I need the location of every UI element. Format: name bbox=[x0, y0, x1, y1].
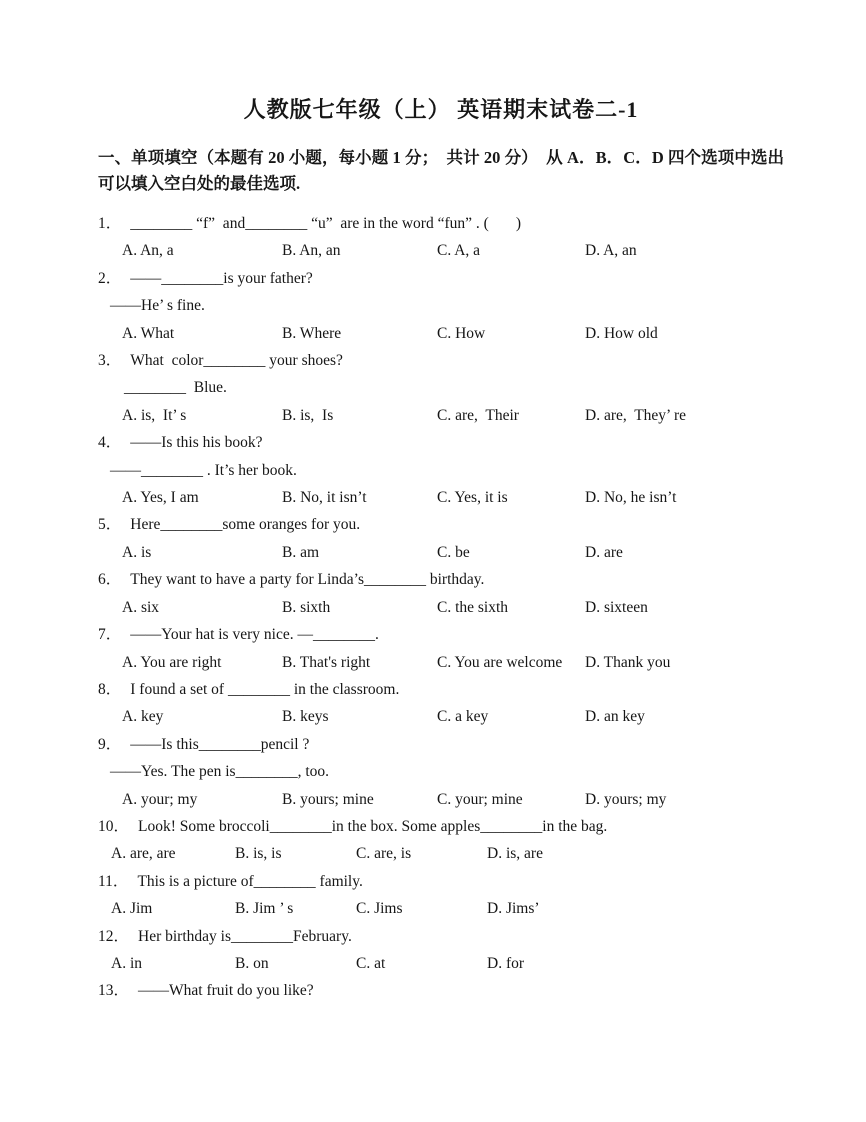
question-line bbox=[110, 758, 784, 785]
question-line bbox=[98, 676, 784, 703]
option-item: A. What bbox=[122, 324, 175, 342]
question-line bbox=[110, 292, 784, 319]
section-heading: 一、单项填空（本题有 20 小题，每小题 1 分； 共计 20 分） 从 A．B．C．D 四个选项中选出可以填入空白处的最佳选项. bbox=[98, 148, 784, 193]
options-row bbox=[98, 649, 784, 676]
question-line bbox=[98, 868, 784, 895]
question-item bbox=[98, 621, 784, 676]
question-line bbox=[98, 621, 784, 648]
question-number: 1． bbox=[98, 215, 122, 232]
option-item: B. An, an bbox=[282, 242, 341, 260]
question-line bbox=[98, 265, 784, 292]
option-item: A. You are right bbox=[122, 653, 222, 671]
question-text: Her birthday is________February. bbox=[138, 927, 352, 945]
option-item: D. A, an bbox=[585, 242, 637, 260]
option-item: A. Yes, I am bbox=[122, 489, 199, 507]
options-row bbox=[98, 703, 784, 730]
option-item: B. am bbox=[282, 543, 320, 561]
question-number: 9． bbox=[98, 735, 122, 753]
question-number: 6． bbox=[98, 571, 122, 589]
options-row bbox=[98, 950, 784, 977]
question-text: ——________is your father? bbox=[130, 269, 313, 287]
option-item: A. key bbox=[122, 708, 164, 726]
question-item bbox=[98, 676, 784, 731]
option-item: A. is bbox=[122, 543, 152, 561]
option-item: A. An, a bbox=[122, 242, 174, 260]
option-item: B. is, is bbox=[235, 845, 282, 863]
option-item: B. keys bbox=[282, 708, 329, 726]
options-row bbox=[98, 594, 784, 621]
question-text: They want to have a party for Linda’s________ birthday. bbox=[130, 571, 485, 589]
option-item: A. Jim bbox=[111, 900, 153, 918]
question-text: What color________ your shoes? bbox=[130, 352, 343, 370]
question-line bbox=[124, 374, 784, 401]
question-line bbox=[98, 731, 784, 758]
question-text: ——Is this his book? bbox=[130, 434, 263, 452]
question-number: 8． bbox=[98, 680, 122, 698]
option-item: D. for bbox=[487, 954, 525, 972]
question-text: ——________ . It’s her book. bbox=[110, 461, 297, 479]
question-item bbox=[98, 566, 784, 621]
option-item: D. sixteen bbox=[585, 598, 648, 616]
question-text: ——What fruit do you like? bbox=[138, 982, 314, 1000]
option-item: B. is, Is bbox=[282, 406, 334, 424]
option-item: C. Jims bbox=[356, 900, 403, 918]
option-item: A. your; my bbox=[122, 790, 198, 808]
question-item bbox=[98, 511, 784, 566]
option-item: B. sixth bbox=[282, 598, 331, 616]
question-line bbox=[98, 977, 784, 1004]
question-text: ——Is this________pencil ? bbox=[130, 735, 310, 753]
questions-list bbox=[98, 210, 784, 1005]
question-number: 12． bbox=[98, 927, 130, 945]
question-number: 7． bbox=[98, 626, 122, 644]
option-item: C. your; mine bbox=[437, 790, 523, 808]
question-item bbox=[98, 977, 784, 1004]
option-item: D. Thank you bbox=[585, 653, 671, 671]
question-item bbox=[98, 265, 784, 347]
option-item: B. No, it isn’t bbox=[282, 489, 367, 507]
option-item: B. yours; mine bbox=[282, 790, 374, 808]
page-title: 人教版七年级（上） 英语期末试卷二-1 bbox=[243, 97, 639, 122]
options-row bbox=[98, 320, 784, 347]
option-item: B. Jim ’ s bbox=[235, 900, 294, 918]
question-line bbox=[98, 566, 784, 593]
option-item: C. are, is bbox=[356, 845, 412, 863]
question-line bbox=[98, 347, 784, 374]
question-line bbox=[98, 210, 784, 237]
option-item: D. are bbox=[585, 543, 623, 561]
question-line bbox=[98, 511, 784, 538]
option-item: D. yours; my bbox=[585, 790, 667, 808]
option-item: C. You are welcome bbox=[437, 653, 563, 671]
question-number: 10． bbox=[98, 817, 130, 835]
question-number: 13． bbox=[98, 982, 130, 1000]
option-item: C. How bbox=[437, 324, 486, 342]
option-item: C. A, a bbox=[437, 242, 481, 260]
question-text: ________ “f” and________ “u” are in the word “fun” . ( ) bbox=[130, 215, 522, 232]
question-item bbox=[98, 868, 784, 923]
question-item bbox=[98, 923, 784, 978]
option-item: A. in bbox=[111, 954, 142, 972]
option-item: D. How old bbox=[585, 324, 658, 342]
option-item: C. Yes, it is bbox=[437, 489, 508, 507]
question-item bbox=[98, 429, 784, 511]
question-line bbox=[110, 457, 784, 484]
question-number: 11． bbox=[98, 872, 129, 890]
question-text: ——He’ s fine. bbox=[110, 297, 205, 315]
option-item: D. is, are bbox=[487, 845, 543, 863]
option-item: A. are, are bbox=[111, 845, 176, 863]
option-item: B. on bbox=[235, 954, 269, 972]
option-item: C. the sixth bbox=[437, 598, 509, 616]
option-item: C. be bbox=[437, 543, 470, 561]
question-text: Here________some oranges for you. bbox=[130, 516, 361, 534]
option-item: A. six bbox=[122, 598, 160, 616]
option-item: D. an key bbox=[585, 708, 645, 726]
question-text: ——Yes. The pen is________, too. bbox=[110, 763, 330, 781]
question-number: 4． bbox=[98, 434, 122, 452]
options-row bbox=[98, 402, 784, 429]
question-number: 5． bbox=[98, 516, 122, 534]
question-item bbox=[98, 731, 784, 813]
options-row bbox=[98, 539, 784, 566]
question-number: 3． bbox=[98, 352, 122, 370]
question-line bbox=[98, 429, 784, 456]
options-row bbox=[98, 895, 784, 922]
option-item: C. are, Their bbox=[437, 406, 519, 424]
option-item: D. No, he isn’t bbox=[585, 489, 677, 507]
question-text: Look! Some broccoli________in the box. Some apples________in the bag. bbox=[138, 817, 608, 835]
question-line bbox=[98, 923, 784, 950]
question-item bbox=[98, 347, 784, 429]
options-row bbox=[98, 237, 784, 264]
option-item: A. is, It’ s bbox=[122, 406, 187, 424]
options-row bbox=[98, 786, 784, 813]
question-number: 2． bbox=[98, 269, 122, 287]
question-item bbox=[98, 813, 784, 868]
question-text: I found a set of ________ in the classroom. bbox=[130, 680, 400, 698]
option-item: C. at bbox=[356, 954, 386, 972]
question-text: ——Your hat is very nice. —________. bbox=[130, 626, 379, 644]
option-item: B. Where bbox=[282, 324, 342, 342]
option-item: D. Jims’ bbox=[487, 900, 540, 918]
option-item: B. That's right bbox=[282, 653, 371, 671]
options-row bbox=[98, 840, 784, 867]
question-item bbox=[98, 210, 784, 265]
question-text: ________ Blue. bbox=[124, 379, 227, 397]
options-row bbox=[98, 484, 784, 511]
option-item: D. are, They’ re bbox=[585, 406, 686, 424]
option-item: C. a key bbox=[437, 708, 489, 726]
question-text: This is a picture of________ family. bbox=[137, 872, 363, 890]
question-line bbox=[98, 813, 784, 840]
